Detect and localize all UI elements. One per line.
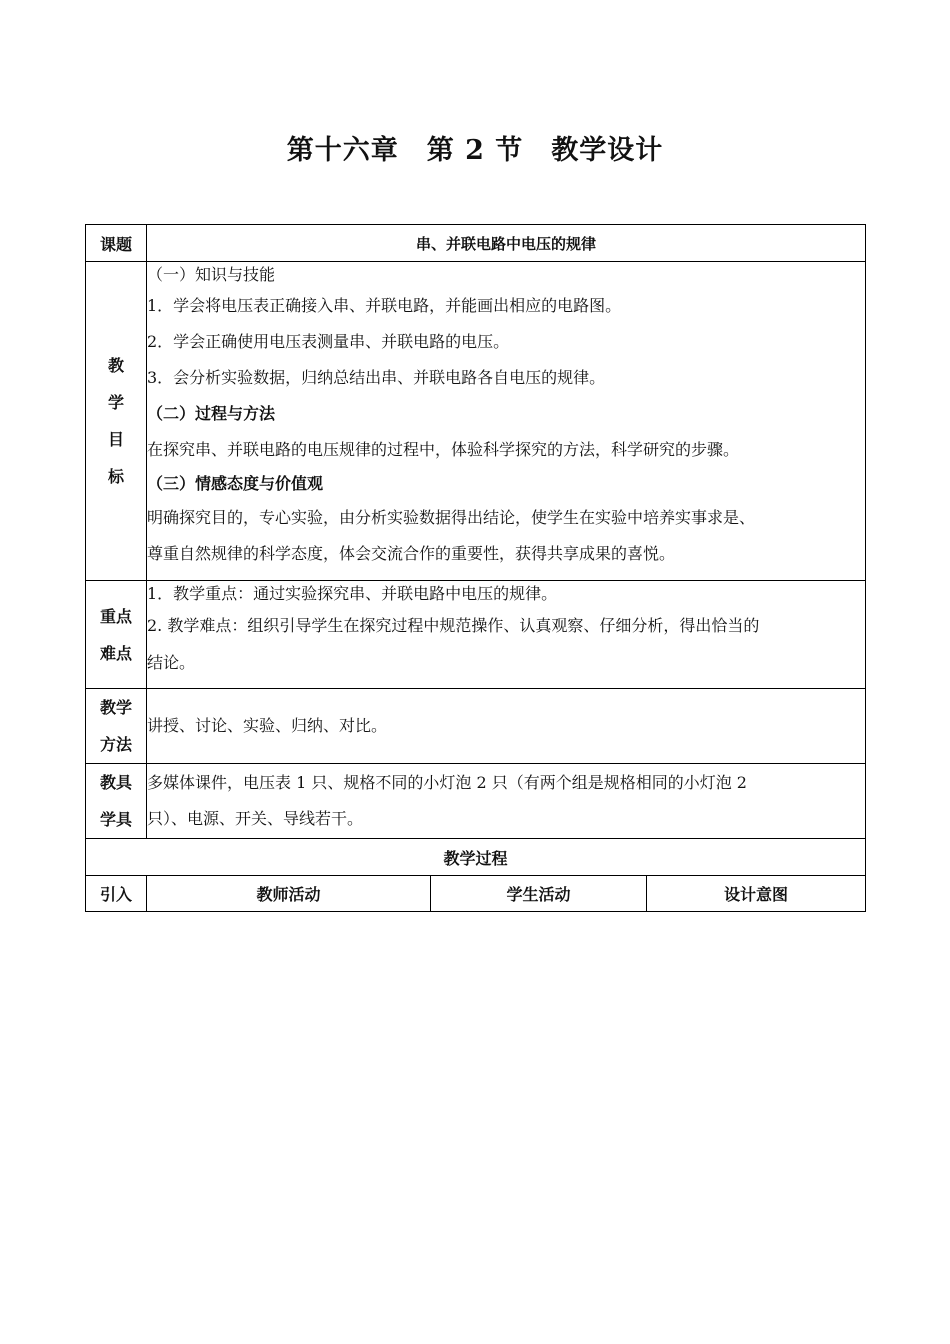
objectives-attitude-line: 尊重自然规律的科学态度，体会交流合作的重要性，获得共享成果的喜悦。: [147, 544, 676, 563]
key-point-line: 结论。: [147, 653, 196, 672]
tools-label-line: 教具: [99, 773, 132, 792]
key-points-content: [147, 581, 866, 689]
column-design-intent: 设计意图: [647, 876, 866, 912]
method-row: [86, 689, 866, 764]
method-label-line: 方法: [99, 735, 132, 754]
key-points-label: [86, 581, 147, 689]
process-header-row: [86, 839, 866, 876]
method-label-line: 教学: [99, 698, 132, 717]
column-teacher-activity: 教师活动: [147, 876, 431, 912]
objectives-row: [86, 262, 866, 581]
key-point-line: 1．教学重点：通过实验探究串、并联电路中电压的规律。: [147, 584, 558, 603]
objectives-heading-process: （二）过程与方法: [147, 404, 276, 423]
objective-item: 3．会分析实验数据，归纳总结出串、并联电路各自电压的规律。: [147, 368, 606, 387]
process-header: 教学过程: [86, 839, 866, 876]
topic-value: 串、并联电路中电压的规律: [147, 225, 866, 262]
tools-line: 只）、电源、开关、导线若干。: [147, 809, 364, 828]
key-points-label-line: 难点: [99, 643, 132, 663]
process-columns-row: [86, 876, 866, 912]
key-points-label-line: 重点: [99, 606, 132, 626]
key-point-line: 2. 教学难点：组织引导学生在探究过程中规范操作、认真观察、仔细分析，得出恰当的: [147, 616, 760, 635]
objectives-content: [147, 262, 866, 581]
column-intro: 引入: [86, 876, 147, 912]
objectives-label-char: 学: [107, 393, 124, 412]
method-value: 讲授、讨论、实验、归纳、对比。: [147, 689, 866, 764]
objectives-attitude-line: 明确探究目的，专心实验，由分析实验数据得出结论，使学生在实验中培养实事求是、: [147, 508, 756, 527]
objectives-heading-attitude: （三）情感态度与价值观: [147, 474, 324, 493]
lesson-plan-table: [85, 224, 866, 912]
objectives-label: [86, 262, 147, 581]
column-student-activity: 学生活动: [431, 876, 647, 912]
tools-content: [147, 764, 866, 839]
tools-row: [86, 764, 866, 839]
tools-label-line: 学具: [99, 810, 132, 829]
page-title: 第十六章 第 2 节 教学设计: [286, 135, 664, 166]
method-label: [86, 689, 147, 764]
objectives-process-text: 在探究串、并联电路的电压规律的过程中，体验科学探究的方法，科学研究的步骤。: [147, 440, 740, 459]
objectives-label-char: 标: [107, 467, 124, 486]
objectives-label-char: 目: [107, 430, 124, 449]
objectives-heading-knowledge: （一）知识与技能: [147, 265, 276, 284]
key-points-row: [86, 581, 866, 689]
objectives-label-char: 教: [107, 356, 124, 375]
objective-item: 2．学会正确使用电压表测量串、并联电路的电压。: [147, 332, 510, 351]
objective-item: 1．学会将电压表正确接入串、并联电路，并能画出相应的电路图。: [147, 296, 622, 315]
tools-label: [86, 764, 147, 839]
topic-row: [86, 225, 866, 262]
tools-line: 多媒体课件，电压表 1 只、规格不同的小灯泡 2 只（有两个组是规格相同的小灯泡 2: [147, 773, 747, 792]
topic-label: 课题: [86, 225, 147, 262]
